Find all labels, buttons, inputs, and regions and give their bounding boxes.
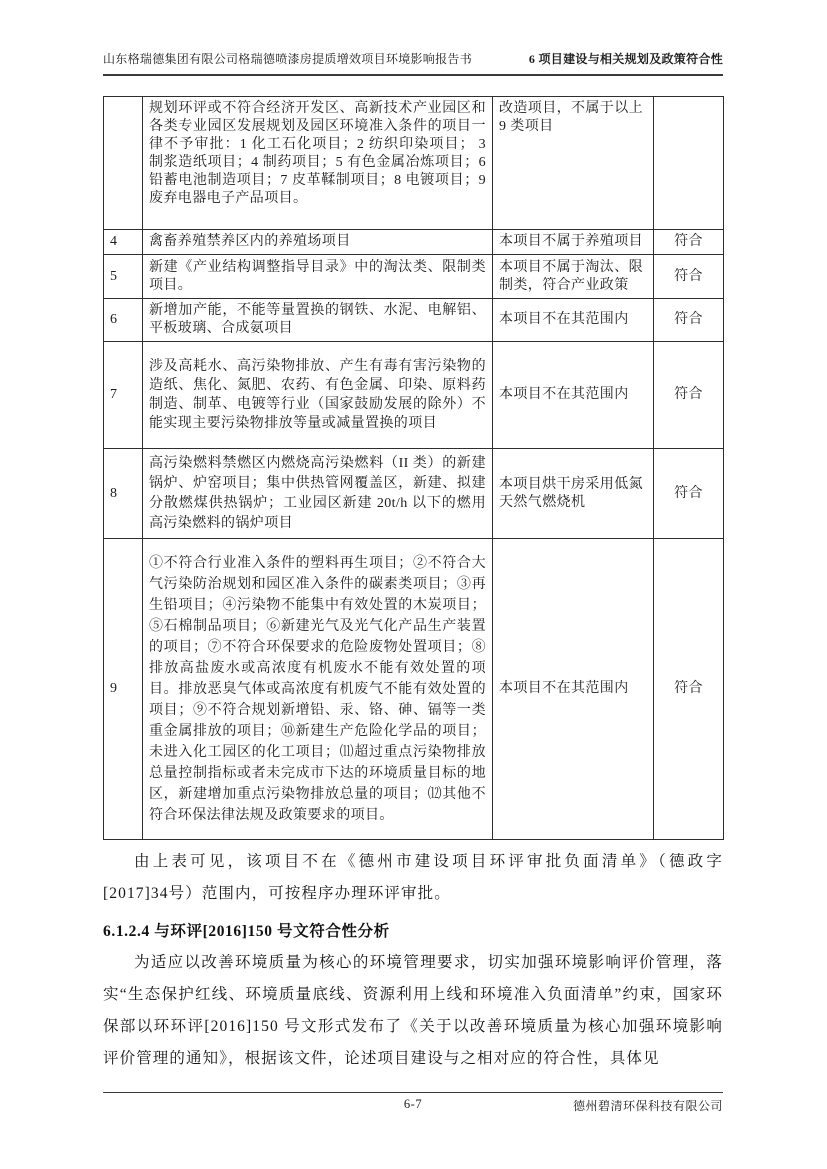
row-number-cell: 8 [104,449,143,539]
negative-list-compliance-table [103,96,724,840]
analysis-cell: 本项目烘干房采用低氮天然气燃烧机 [493,449,654,539]
footer-company-name: 德州碧清环保科技有限公司 [572,1099,723,1113]
table-row [104,255,724,299]
conclusion-cell: 符合 [654,299,724,342]
row-number-cell: 4 [104,230,143,255]
conclusion-cell: 符合 [654,449,724,539]
section-heading: 6.1.2.4 与环评[2016]150 号文符合性分析 [103,923,390,940]
analysis-paragraph: 为适应以改善环境质量为核心的环境管理要求，切实加强环境影响评价管理，落实“生态保护红线、环境质量底线、资源利用上线和环境准入负面清单”约束，国家环保部以环环评[2016]150 号文形式发布了《关于以改善环境质量为核心加强环境影响评价管理的通知》，根据该文件，论述项目建设与之相对应的符合性，具体见 [103,954,723,1067]
conclusion-cell: 符合 [654,230,724,255]
body-text-block [103,840,723,1075]
row-number-cell: 9 [104,539,143,840]
compliance-table-container [103,96,723,840]
item-cell: 涉及高耗水、高污染物排放、产生有毒有害污染物的造纸、焦化、氮肥、农药、有色金属、印染、原料药制造、制革、电镀等行业（国家鼓励发展的除外）不能实现主要污染物排放等量或减量置换的项目 [143,342,493,449]
item-cell: ①不符合行业准入条件的塑料再生项目；②不符合大气污染防治规划和园区准入条件的碳素类项目；③再生铅项目；④污染物不能集中有效处置的木炭项目；⑤石棉制品项目；⑥新建光气及光气化产品生产装置的项目；⑦不符合环保要求的危险废物处置项目；⑧排放高盐废水或高浓度有机废水不能有效处置的项目。排放恶臭气体或高浓度有机废气不能有效处置的项目；⑨不符合规划新增铅、汞、铬、砷、镉等一类重金属排放的项目；⑩新建生产危险化学品的项目；未进入化工园区的化工项目；⑾超过重点污染物排放总量控制指标或者未完成市下达的环境质量目标的地区，新建增加重点污染物排放总量的项目；⑿其他不符合环保法律法规及政策要求的项目。 [143,539,493,840]
item-cell: 新增加产能，不能等量置换的钢铁、水泥、电解铝、平板玻璃、合成氨项目 [143,299,493,342]
analysis-cell: 本项目不属于养殖项目 [493,230,654,255]
analysis-cell: 改造项目，不属于以上 9 类项目 [493,97,654,230]
table-row [104,299,724,342]
conclusion-cell: 符合 [654,342,724,449]
conclusion-cell [654,97,724,230]
page-footer [103,1092,723,1118]
analysis-cell: 本项目不属于淘汰、限制类，符合产业政策 [493,255,654,299]
item-cell: 禽畜养殖禁养区内的养殖场项目 [143,230,493,255]
conclusion-paragraph: 由上表可见，该项目不在《德州市建设项目环评审批负面清单》（德政字[2017]34号）范围内，可按程序办理环评审批。 [103,853,723,902]
item-cell: 规划环评或不符合经济开发区、高新技术产业园区和各类专业园区发展规划及园区环境准入条件的项目一律不予审批：1 化工石化项目；2 纺织印染项目； 3 制浆造纸项目；4 制药项目；5 有色金属冶炼项目；6 铅蓄电池制造项目；7 皮革鞣制项目；8 电镀项目；9 废弃电器电子产品项目。 [143,97,493,230]
table-row [104,539,724,840]
conclusion-cell: 符合 [654,539,724,840]
analysis-cell: 本项目不在其范围内 [493,299,654,342]
item-cell: 新建《产业结构调整指导目录》中的淘汰类、限制类项目。 [143,255,493,299]
table-row [104,449,724,539]
row-number-cell: 5 [104,255,143,299]
table-row [104,342,724,449]
header-report-title: 山东格瑞德集团有限公司格瑞德喷漆房提质增效项目环境影响报告书 [103,52,473,66]
row-number-cell [104,97,143,230]
row-number-cell: 7 [104,342,143,449]
row-number-cell: 6 [104,299,143,342]
conclusion-cell: 符合 [654,255,724,299]
page-header [103,50,723,76]
table-row [104,97,724,230]
table-row [104,230,724,255]
analysis-cell: 本项目不在其范围内 [493,342,654,449]
analysis-cell: 本项目不在其范围内 [493,539,654,840]
page-number: 6-7 [403,1097,423,1111]
item-cell: 高污染燃料禁燃区内燃烧高污染燃料（II 类）的新建锅炉、炉窑项目；集中供热管网覆盖区，新建、拟建分散燃煤供热锅炉；工业园区新建 20t/h 以下的燃用高污染燃料的锅炉项目 [143,449,493,539]
header-chapter-title: 6 项目建设与相关规划及政策符合性 [528,52,723,66]
